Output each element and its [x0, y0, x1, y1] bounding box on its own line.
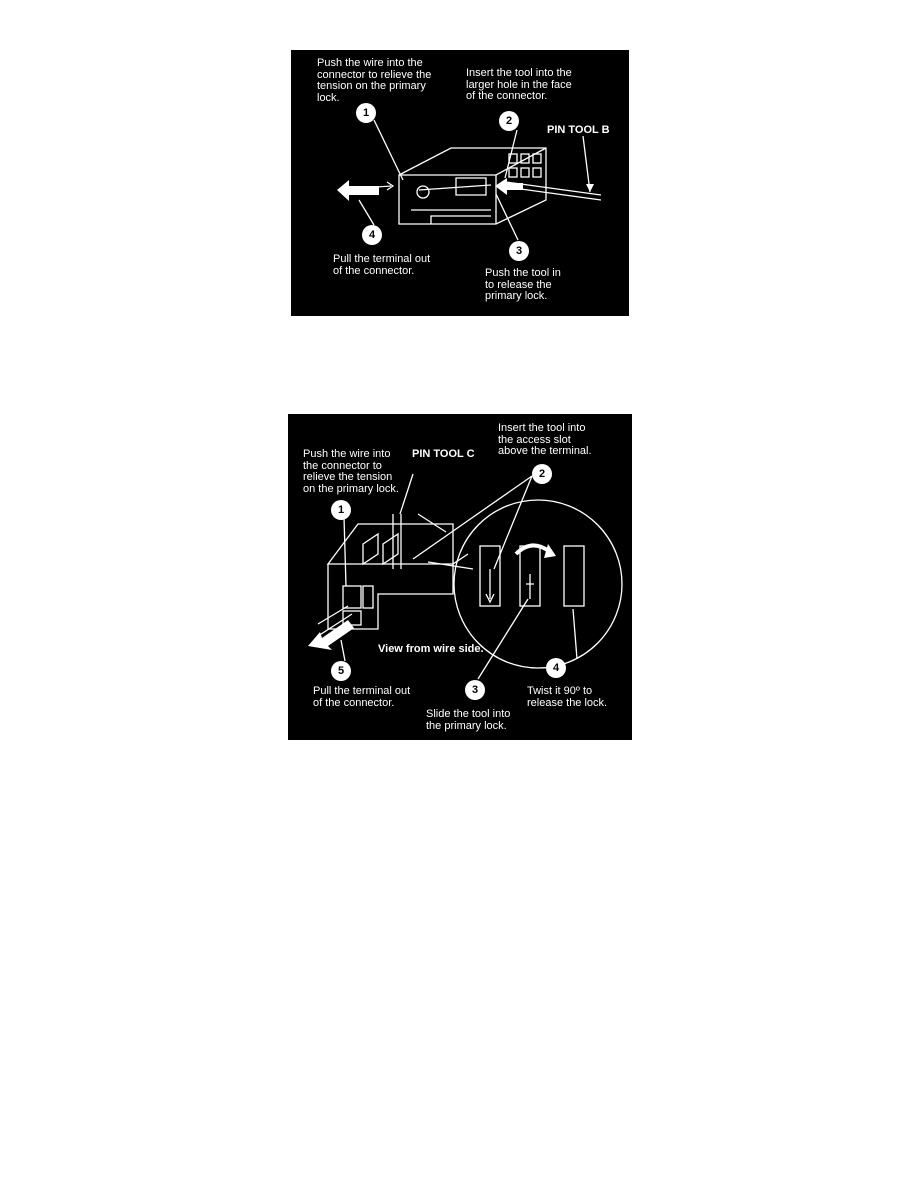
callout-3: 3	[465, 680, 485, 700]
step-4-caption: Pull the terminal out of the connector.	[333, 253, 431, 277]
push-arrow	[495, 178, 523, 195]
step-1-caption: Push the wire into the connector to relieve the tension on the primary lock.	[317, 57, 432, 104]
pull-arrow	[337, 180, 379, 201]
step-3-caption: Slide the tool into the primary lock.	[426, 708, 511, 732]
callout-5: 5	[331, 661, 351, 681]
callout-1: 1	[331, 500, 351, 520]
callout-4: 4	[546, 658, 566, 678]
step-1-caption: Push the wire into the connector to relieve the tension on the primary lock.	[303, 448, 399, 495]
pin-tool-b-diagram	[291, 50, 629, 316]
step-5-caption: Pull the terminal out of the connector.	[313, 685, 411, 709]
pin-tool-c-diagram	[288, 414, 632, 740]
pull-arrow	[308, 620, 354, 650]
callout-1: 1	[356, 103, 376, 123]
callout-4: 4	[362, 225, 382, 245]
pin-tool-label: PIN TOOL C	[412, 448, 475, 460]
step-2-caption: Insert the tool into the larger hole in the face of the connector.	[466, 67, 572, 102]
twist-arrow	[516, 545, 550, 554]
callout-3: 3	[509, 241, 529, 261]
step-4-caption: Twist it 90º to release the lock.	[527, 685, 608, 709]
step-2-caption: Insert the tool into the access slot above the terminal.	[498, 422, 592, 457]
view-label: View from wire side.	[378, 643, 484, 655]
step-3-caption: Push the tool in to release the primary lock.	[485, 267, 561, 302]
callout-2: 2	[532, 464, 552, 484]
callout-2: 2	[499, 111, 519, 131]
pin-tool-label: PIN TOOL B	[547, 124, 610, 136]
